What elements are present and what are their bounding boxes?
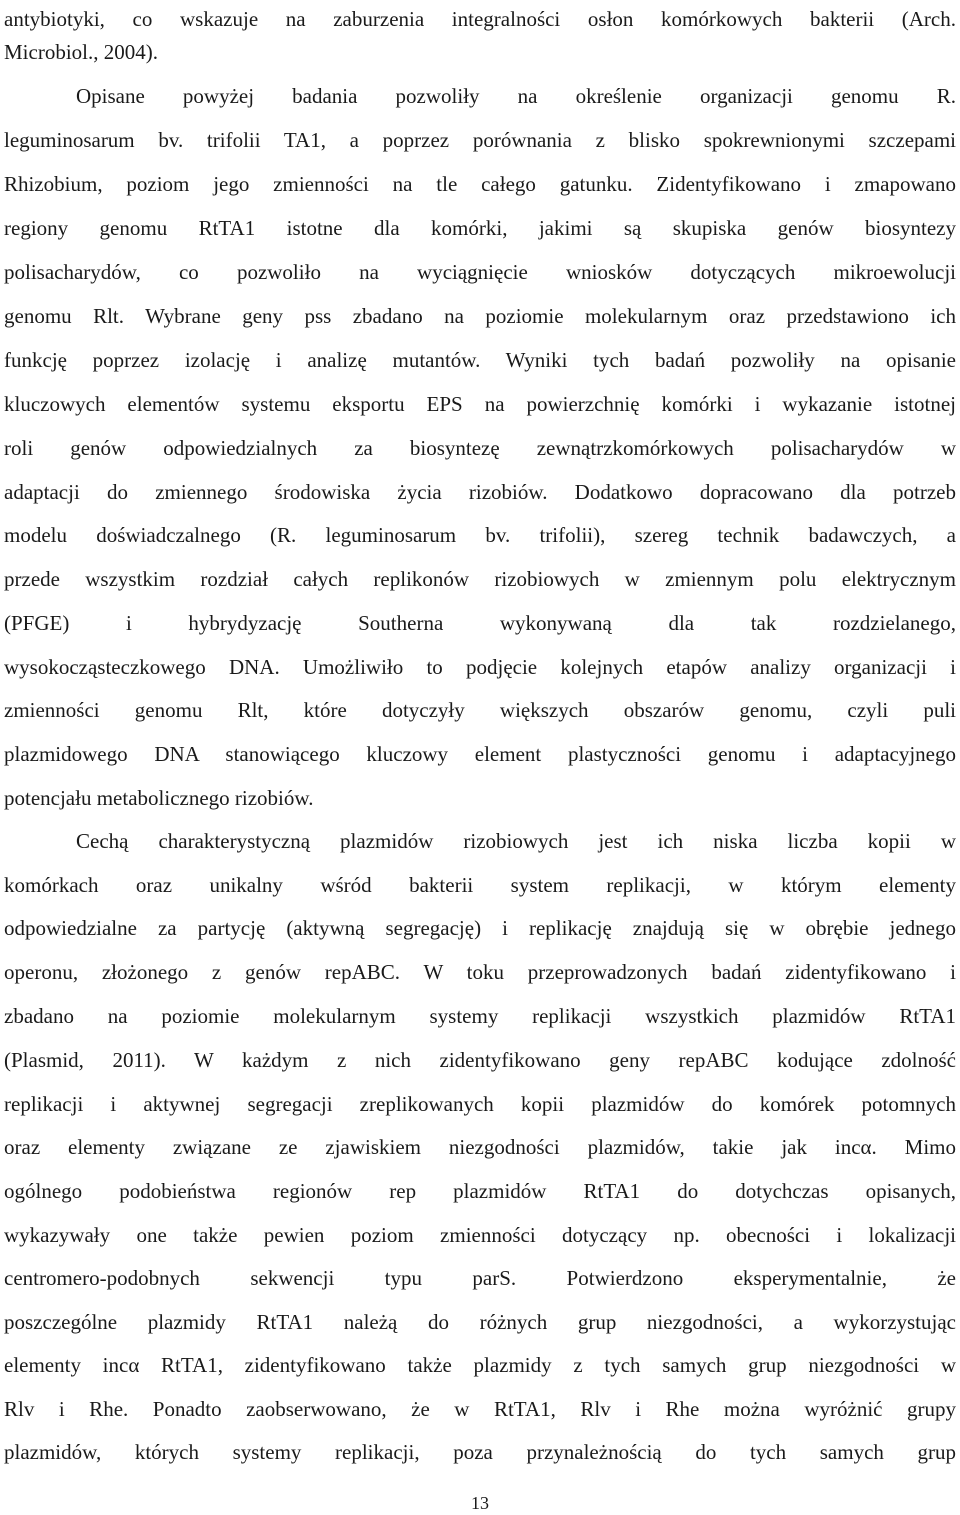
text-line-indent: Opisane powyżej badania pozwoliły na określenie organizacji genomu R. [76, 84, 956, 108]
text-line: Rlv i Rhe. Ponadto zaobserwowano, że w RtTA1, Rlv i Rhe można wyróżnić grupy [4, 1397, 956, 1421]
text-line: poszczególne plazmidy RtTA1 należą do różnych grup niezgodności, a wykorzystując [4, 1310, 956, 1334]
text-line: (Plasmid, 2011). W każdym z nich zidentyfikowano geny repABC kodujące zdolność [4, 1048, 956, 1072]
text-line: Microbiol., 2004). [4, 40, 158, 64]
text-line: kluczowych elementów systemu eksportu EPS na powierzchnię komórki i wykazanie istotnej [4, 392, 956, 416]
text-line: roli genów odpowiedzialnych za biosyntezę zewnątrzkomórkowych polisacharydów w [4, 436, 956, 460]
text-line: leguminosarum bv. trifolii TA1, a poprzez porównania z blisko spokrewnionymi szczepami [4, 128, 956, 152]
text-line: Rhizobium, poziom jego zmienności na tle całego gatunku. Zidentyfikowano i zmapowano [4, 172, 956, 196]
text-line: zmienności genomu Rlt, które dotyczyły większych obszarów genomu, czyli puli [4, 698, 956, 722]
text-line: antybiotyki, co wskazuje na zaburzenia integralności osłon komórkowych bakterii (Arch. [4, 7, 956, 31]
text-line: genomu Rlt. Wybrane geny pss zbadano na poziomie molekularnym oraz przedstawiono ich [4, 304, 956, 328]
text-line: wysokocząsteczkowego DNA. Umożliwiło to podjęcie kolejnych etapów analizy organizacji i [4, 655, 956, 679]
text-line-indent: Cechą charakterystyczną plazmidów rizobiowych jest ich niska liczba kopii w [76, 829, 956, 853]
text-line: adaptacji do zmiennego środowiska życia rizobiów. Dodatkowo dopracowano dla potrzeb [4, 480, 956, 504]
text-line: potencjału metabolicznego rizobiów. [4, 786, 314, 810]
text-line: odpowiedzialne za partycję (aktywną segregację) i replikację znajdują się w obrębie jednego [4, 916, 956, 940]
text-line: komórkach oraz unikalny wśród bakterii system replikacji, w którym elementy [4, 873, 956, 897]
text-line: ogólnego podobieństwa regionów rep plazmidów RtTA1 do dotychczas opisanych, [4, 1179, 956, 1203]
text-line: plazmidów, których systemy replikacji, poza przynależnością do tych samych grup [4, 1440, 956, 1464]
text-line: polisacharydów, co pozwoliło na wyciągnięcie wniosków dotyczących mikroewolucji [4, 260, 956, 284]
text-line: zbadano na poziomie molekularnym systemy replikacji wszystkich plazmidów RtTA1 [4, 1004, 956, 1028]
text-line: modelu doświadczalnego (R. leguminosarum bv. trifolii), szereg technik badawczych, a [4, 523, 956, 547]
text-line: replikacji i aktywnej segregacji zreplikowanych kopii plazmidów do komórek potomnych [4, 1092, 956, 1116]
text-line: funkcję poprzez izolację i analizę mutantów. Wyniki tych badań pozwoliły na opisanie [4, 348, 956, 372]
page-number: 13 [471, 1493, 489, 1513]
text-line: operonu, złożonego z genów repABC. W toku przeprowadzonych badań zidentyfikowano i [4, 960, 956, 984]
text-line: oraz elementy związane ze zjawiskiem niezgodności plazmidów, takie jak incα. Mimo [4, 1135, 956, 1159]
text-line: wykazywały one także pewien poziom zmienności dotyczący np. obecności i lokalizacji [4, 1223, 956, 1247]
text-line: elementy incα RtTA1, zidentyfikowano także plazmidy z tych samych grup niezgodności w [4, 1353, 956, 1377]
text-line: przede wszystkim rozdział całych replikonów rizobiowych w zmiennym polu elektrycznym [4, 567, 956, 591]
text-line: centromero-podobnych sekwencji typu parS. Potwierdzono eksperymentalnie, że [4, 1266, 956, 1290]
text-line: (PFGE) i hybrydyzację Southerna wykonywaną dla tak rozdzielanego, [4, 611, 956, 635]
text-line: plazmidowego DNA stanowiącego kluczowy element plastyczności genomu i adaptacyjnego [4, 742, 956, 766]
text-line: regiony genomu RtTA1 istotne dla komórki, jakimi są skupiska genów biosyntezy [4, 216, 956, 240]
